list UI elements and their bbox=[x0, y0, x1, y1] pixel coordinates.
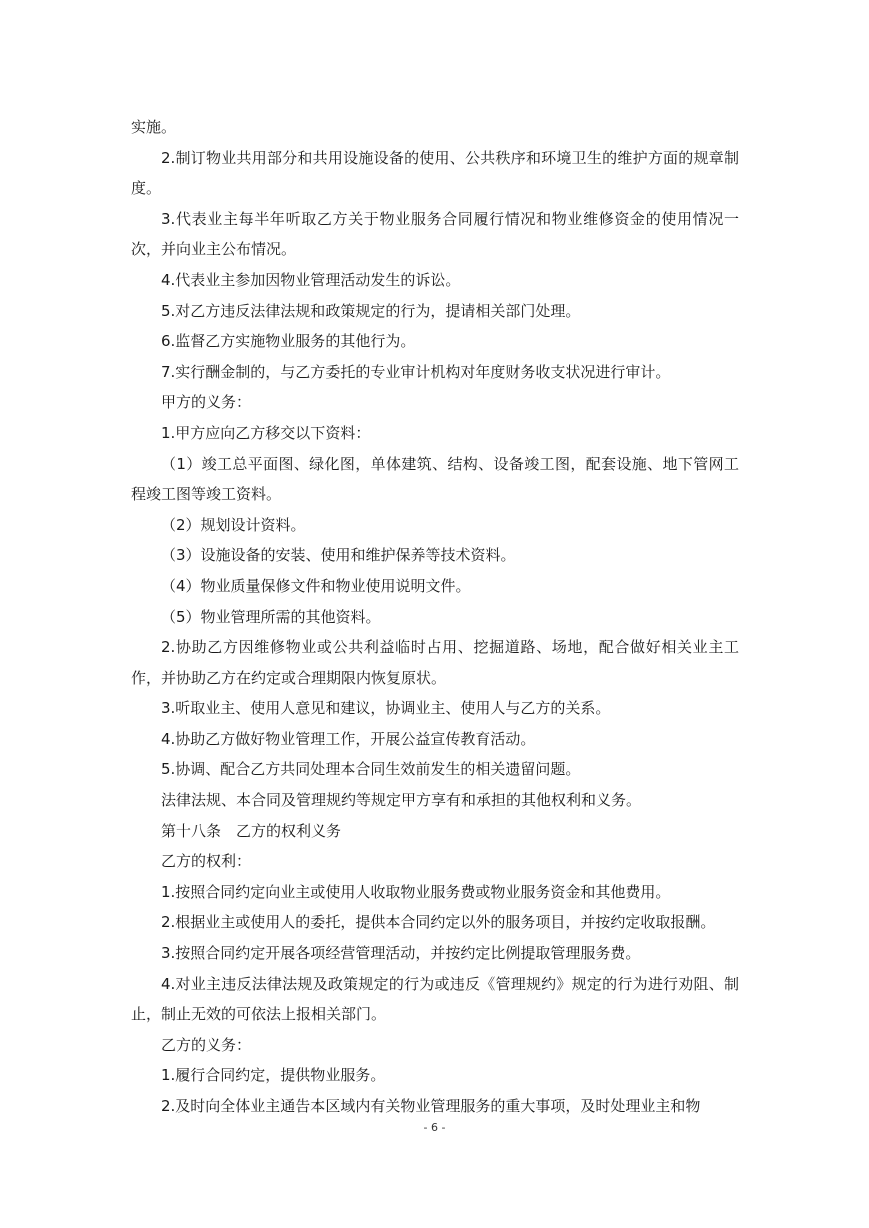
paragraph: 2.协助乙方因维修物业或公共利益临时占用、挖掘道路、场地，配合做好相关业主工作，并协助乙方在约定或合理期限内恢复原状。 bbox=[131, 638, 739, 687]
paragraph: 6.监督乙方实施物业服务的其他行为。 bbox=[161, 332, 416, 351]
paragraph: 第十八条 乙方的权利义务 bbox=[161, 821, 342, 840]
paragraph: （4）物业质量保修文件和物业使用说明文件。 bbox=[161, 576, 471, 595]
paragraph: 5.协调、配合乙方共同处理本合同生效前发生的相关遗留问题。 bbox=[161, 760, 581, 779]
paragraph: 1.按照合同约定向业主或使用人收取物业服务费或物业服务资金和其他费用。 bbox=[161, 882, 671, 901]
paragraph: （2）规划设计资料。 bbox=[161, 515, 306, 534]
paragraph: （1）竣工总平面图、绿化图，单体建筑、结构、设备竣工图，配套设施、地下管网工程竣工图等竣工资料。 bbox=[131, 454, 739, 504]
paragraph: 乙方的义务： bbox=[161, 1035, 252, 1054]
paragraph: 实施。 bbox=[131, 118, 177, 136]
document-body bbox=[131, 112, 739, 1122]
paragraph: 4.协助乙方做好物业管理工作，开展公益宣传教育活动。 bbox=[161, 729, 536, 748]
paragraph: 1.履行合同约定，提供物业服务。 bbox=[161, 1066, 386, 1085]
paragraph: 5.对乙方违反法律法规和政策规定的行为，提请相关部门处理。 bbox=[161, 301, 581, 320]
paragraph: 2.根据业主或使用人的委托，提供本合同约定以外的服务项目，并按约定收取报酬。 bbox=[161, 913, 716, 932]
paragraph: 2.制订物业共用部分和共用设施设备的使用、公共秩序和环境卫生的维护方面的规章制度。 bbox=[131, 148, 739, 198]
paragraph: 4.代表业主参加因物业管理活动发生的诉讼。 bbox=[161, 270, 461, 289]
paragraph: 3.按照合同约定开展各项经营管理活动，并按约定比例提取管理服务费。 bbox=[161, 944, 641, 963]
paragraph: 3.听取业主、使用人意见和建议，协调业主、使用人与乙方的关系。 bbox=[161, 699, 611, 718]
paragraph: 1.甲方应向乙方移交以下资料： bbox=[161, 423, 371, 442]
page-number: - 6 - bbox=[423, 1121, 446, 1134]
paragraph: 4.对业主违反法律法规及政策规定的行为或违反《管理规约》规定的行为进行劝阻、制止，制止无效的可依法上报相关部门。 bbox=[131, 974, 739, 1024]
paragraph: 甲方的义务： bbox=[161, 393, 252, 412]
paragraph: （5）物业管理所需的其他资料。 bbox=[161, 607, 381, 626]
paragraph: 2.及时向全体业主通告本区域内有关物业管理服务的重大事项，及时处理业主和物 bbox=[161, 1097, 701, 1115]
paragraph: （3）设施设备的安装、使用和维护保养等技术资料。 bbox=[161, 546, 516, 565]
paragraph: 7.实行酬金制的，与乙方委托的专业审计机构对年度财务收支状况进行审计。 bbox=[161, 362, 671, 381]
paragraph: 法律法规、本合同及管理规约等规定甲方享有和承担的其他权利和义务。 bbox=[161, 791, 642, 810]
paragraph: 3.代表业主每半年听取乙方关于物业服务合同履行情况和物业维修资金的使用情况一次，并向业主公布情况。 bbox=[131, 209, 739, 259]
paragraph: 乙方的权利： bbox=[161, 852, 252, 871]
